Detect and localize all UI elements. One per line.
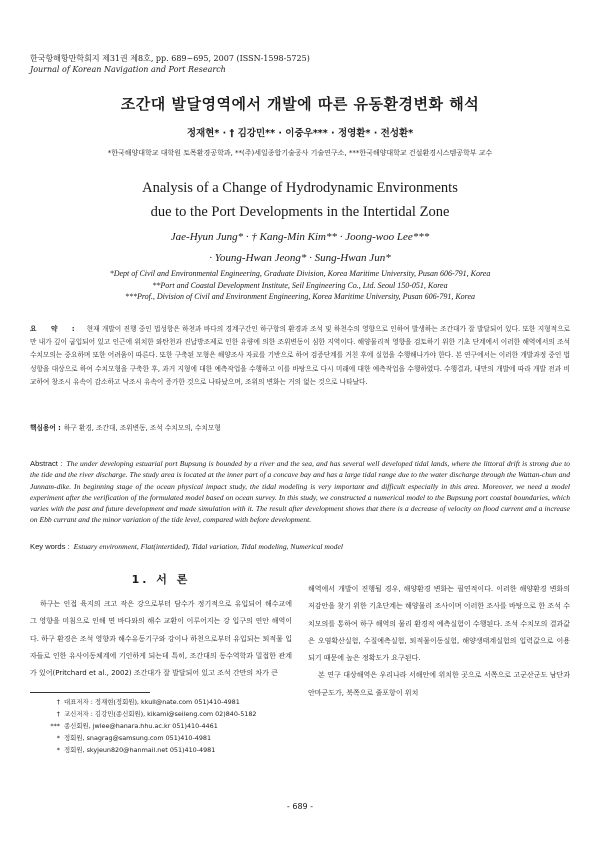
abstract-english-label: Abstract : xyxy=(30,459,63,468)
keywords-english-text: Estuary environment, Flat(intertided), Tidal variation, Tidal modeling, Numerical model xyxy=(73,542,343,551)
footnotes xyxy=(30,696,330,756)
footnote-text: 정회원, skyjeun820@hanmail.net 051)410-4981 xyxy=(64,746,216,754)
abstract-korean-text: 현재 개발이 진행 중인 법성항은 하천과 바다의 경계구간인 하구항의 환경과 조석 및 하천수의 영향으로 인하여 발생하는 조간대가 잘 발달되어 있다. 또한 지형적으로 만 내가 깊이 굽입되어 있고 인근에 위치한 와탄천과 진납방조제로 인한 유량에 의한 조위변동이 심한 지역이다. 해양물리적 영향을 검토하기 위한 기초 단계에서 이러한 해역에서의 조석 수치모의는 중요하며 또한 어려움이 따른다. 또한 구축된 모형은 해양조사 자료를 기반으로 하여 검증단계를 거친 후에 실험을 수행해나가야 한다. 본 연구에서는 이러한 개발과정 중인 법성항을 대상으로 하여 수치모형을 구축한 후, 과거 지형에 대한 예측작업을 수행하고 이를 바탕으로 다시 미래에 대한 예측작업을 수행하였다. 수행결과, 내만의 개발에 따라 개발 전과 비교하여 창조시 유속이 감소하고 낙조시 유속이 증가한 것으로 나타났으며, 조위의 변화는 거의 없는 것으로 나타났다. xyxy=(30,325,570,386)
footnote-mark: *** xyxy=(50,722,60,730)
journal-header xyxy=(30,53,310,75)
footnote-item xyxy=(30,696,330,708)
title-english xyxy=(0,176,600,224)
footnote-mark: * xyxy=(56,734,60,742)
footnote-text: 대표저자 : 정재현(정회원), kkull@nate.com 051)410-4981 xyxy=(64,698,240,706)
section-title-introduction: 1. 서 론 xyxy=(131,573,191,586)
footnote-item xyxy=(30,744,330,756)
authors-english-line1: Jae-Hyun Jung* · † Kang-Min Kim** · Joong-woo Lee*** xyxy=(170,231,430,243)
affiliation-korean: *한국해양대학교 대학원 토목환경공학과, **(주)세일종합기술공사 기술연구소, ***한국해양대학교 건설환경시스템공학부 교수 xyxy=(107,149,493,157)
footnote-mark: † xyxy=(56,710,60,718)
footnote-mark: † xyxy=(56,698,60,706)
body-paragraph: 본 연구 대상해역은 우리나라 서해안에 위치한 곳으로 서쪽으로 고군산군도 남단과 안마군도가, 북쪽으로 줄포항이 위치 xyxy=(308,671,570,697)
citation-line: 한국항해항만학회지 제31권 제8호, pp. 689~695, 2007 (ISSN-1598-5725) xyxy=(30,54,310,63)
keywords-english xyxy=(30,542,570,551)
abstract-english xyxy=(30,458,570,526)
authors-english-line2: · Young-Hwan Jeong* · Sung-Hwan Jun* xyxy=(209,252,391,264)
title-english-line1: Analysis of a Change of Hydrodynamic Environments xyxy=(142,180,458,196)
journal-name: Journal of Korean Navigation and Port Research xyxy=(30,65,226,74)
keywords-english-label: Key words : xyxy=(30,542,70,551)
keywords-korean-label: 핵심용어 : xyxy=(30,424,61,432)
abstract-english-text: The under developing estuarial port Bupsung is bounded by a river and the sea, and has several well developed tidal lands, where the littoral drift is strong due to the tide and the river discharge. The study area is located at the inner part of a concave bay and has a large tidal range due to the water discharge through the Wattan-chun and Junnam-dike. In beginning stage of the ocean physical impact study, the tidal modeling is very important and difficult especially in this area. Moreover, we need a model experiment after the verification of the formulated model based on ocean survey. In this study, we constructed a numerical model to the Bupsung port coastal boundaries, which varies with the past and future development and made simulation with it. The result after development shows that there is a decrease of velocity on flood current and a increase on Ebb currant and the minor variation of the tide level, compared with before development. xyxy=(30,459,570,525)
abstract-korean-label: 요 약 : xyxy=(30,325,81,333)
title-korean: 조간대 발달영역에서 개발에 따른 유동환경변화 해석 xyxy=(120,95,480,113)
affiliation-english-line2: **Port and Coastal Development Institute, Seil Engineering Co., Ltd. Seoul 150-051, Korea xyxy=(152,280,448,290)
abstract-korean xyxy=(30,323,570,389)
keywords-korean xyxy=(30,422,570,432)
affiliation-english xyxy=(0,268,600,303)
footnote-mark: * xyxy=(56,746,60,754)
footnote-text: 종신회원, jwlee@hanara.hhu.ac.kr 051)410-4461 xyxy=(64,722,218,730)
footnote-item xyxy=(30,708,330,720)
keywords-korean-text: 하구 환경, 조간대, 조위변동, 조석 수치모의, 수치모형 xyxy=(63,424,221,432)
authors-korean: 정재현* · † 김강민** · 이중우*** · 정영환* · 전성환* xyxy=(186,128,414,139)
footnote-text: 정회원, snagrag@samsung.com 051)410-4981 xyxy=(64,734,212,742)
authors-english xyxy=(0,227,600,269)
body-column-right xyxy=(308,581,570,702)
affiliation-english-line1: *Dept of Civil and Environmental Engineering, Graduate Division, Korea Maritime University, Pusan 606-791, Korea xyxy=(109,269,491,278)
title-english-line2: due to the Port Developments in the Intertidal Zone xyxy=(150,204,450,220)
body-column-left: 하구는 인접 육지의 크고 작은 강으로부터 담수가 정기적으로 유입되어 해수교에 그 영향을 미침으로 인해 면 바다와의 해수 교환이 이루어지는 강 입구의 연안 해역이다. 하구 환경은 조석 영향과 해수유동기구와 강이나 하천으로부터 유입되는 퇴적물 입자들로 인한 유사이동체계에 기인하게 되는데 특히, 조간대의 동수역학과 밀접한 관계가 있어(Pritchard et al., 2002) 조간대가 잘 발달되어 있고 조석 간만의 차가 큰 xyxy=(30,600,292,678)
footnote-divider xyxy=(30,692,150,693)
affiliation-english-line3: ***Prof., Division of Civil and Environment Engineering, Korea Maritime University, Pusan 606-791, Korea xyxy=(124,292,476,301)
body-paragraph: 해역에서 개발이 진행될 경우, 해양환경 변화는 필연적이다. 이러한 해양환경 변화의 저감안을 찾기 위한 기초단계는 해양물리 조사이며 이러한 조사를 바탕으로 한 조석 수치모의를 통하여 하구 해역의 물리 환경적 예측실험이 수행된다. 조석 수치모의 결과값은 오염확산실험, 수질예측실험, 퇴적물이동실험, 해양생태계실험의 입력값으로 이용되기 때문에 높은 정확도가 요구된다. xyxy=(308,585,570,663)
footnote-item xyxy=(30,720,330,732)
footnote-item xyxy=(30,732,330,744)
footnote-text: 교신저자 : 김강민(종신회원), kikami@seileng.com 02)840-5182 xyxy=(64,710,257,718)
page-number: - 689 - xyxy=(286,802,314,811)
